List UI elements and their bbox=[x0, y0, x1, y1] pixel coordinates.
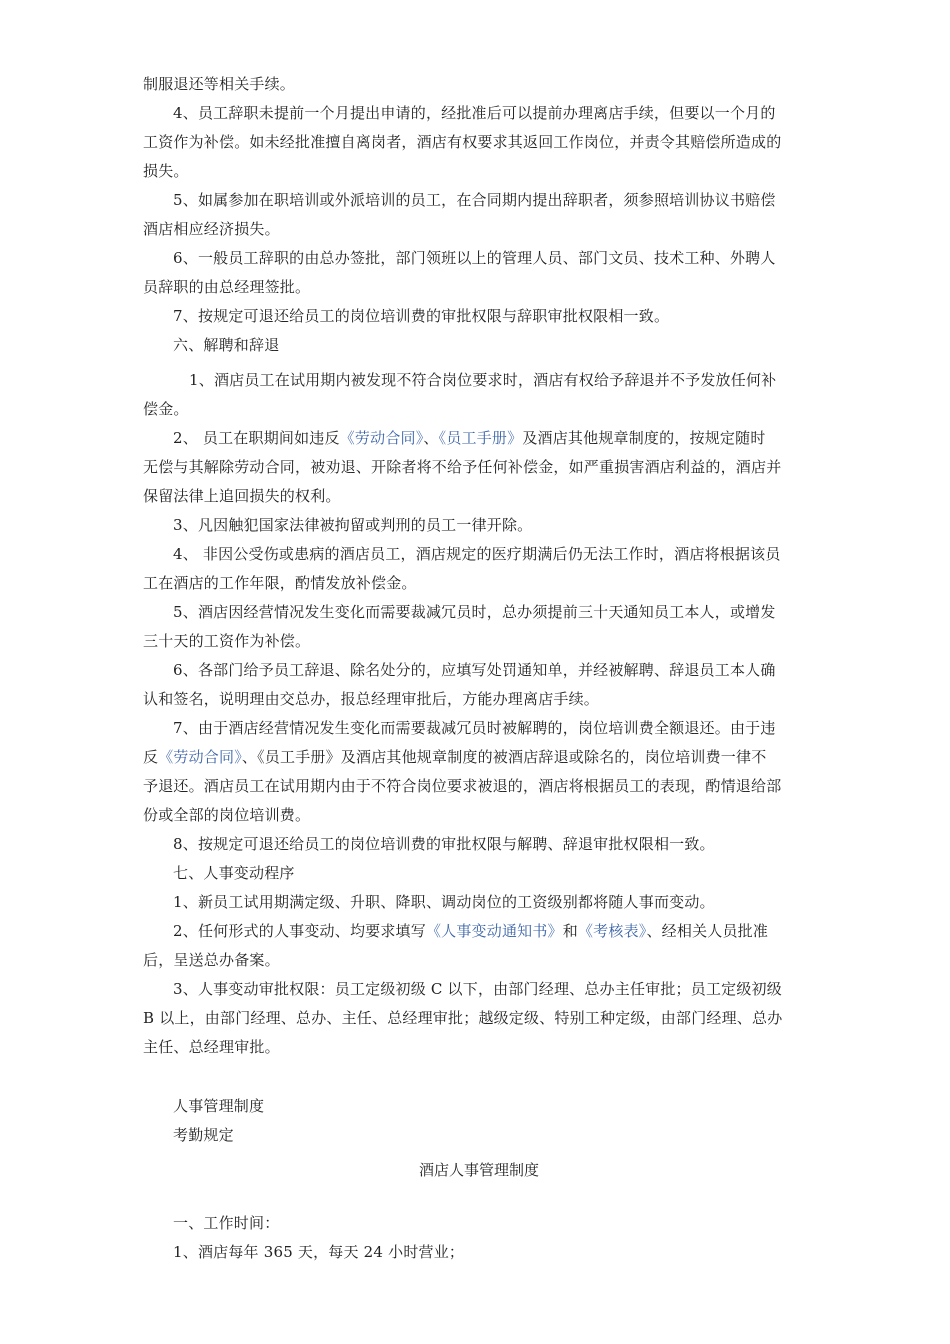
paragraph-line: 主任、总经理审批。 bbox=[143, 1038, 280, 1056]
paragraph-line: 4、员工辞职未提前一个月提出申请的，经批准后可以提前办理离店手续，但要以一个月的 bbox=[173, 104, 776, 122]
text-run: 及酒店其他规章制度的，按规定随时 bbox=[522, 429, 766, 447]
paragraph-line: 份或全部的岗位培训费。 bbox=[143, 806, 311, 824]
paragraph-line bbox=[173, 424, 766, 453]
paragraph-line: 4、 非因公受伤或患病的酒店员工，酒店规定的医疗期满后仍无法工作时，酒店将根据该员 bbox=[173, 545, 781, 563]
section-heading: 一、工作时间： bbox=[173, 1214, 280, 1232]
paragraph-line: 工资作为补偿。如未经批准擅自离岗者，酒店有权要求其返回工作岗位，并责令其赔偿所造成的 bbox=[143, 133, 782, 151]
paragraph-line: 保留法律上追回损失的权利。 bbox=[143, 487, 341, 505]
subheading: 考勤规定 bbox=[173, 1126, 234, 1144]
paragraph-line: 酒店相应经济损失。 bbox=[143, 220, 280, 238]
document-title: 酒店人事管理制度 bbox=[418, 1161, 539, 1179]
section-heading: 七、人事变动程序 bbox=[173, 864, 295, 882]
paragraph-line: B 以上，由部门经理、总办、主任、总经理审批；越级定级、特别工种定级，由部门经理、总办 bbox=[143, 1009, 783, 1027]
paragraph-line bbox=[143, 743, 766, 772]
document-link[interactable]: 《劳动合同》 bbox=[339, 429, 424, 447]
paragraph-line: 1、酒店员工在试用期内被发现不符合岗位要求时，酒店有权给予辞退并不予发放任何补 bbox=[189, 371, 777, 389]
paragraph-line: 5、酒店因经营情况发生变化而需要裁减冗员时，总办须提前三十天通知员工本人，或增发 bbox=[173, 603, 776, 621]
document-link[interactable]: 《劳动合同》 bbox=[158, 748, 242, 766]
paragraph-line: 损失。 bbox=[143, 162, 189, 180]
paragraph-line: 无偿与其解除劳动合同，被劝退、开除者将不给予任何补偿金，如严重损害酒店利益的，酒店并 bbox=[143, 458, 782, 476]
paragraph-line: 偿金。 bbox=[143, 400, 189, 418]
paragraph-line: 工在酒店的工作年限，酌情发放补偿金。 bbox=[143, 574, 417, 592]
text-run: 2、 员工在职期间如违反 bbox=[173, 429, 340, 447]
document-link[interactable]: 《员工手册》 bbox=[438, 429, 523, 447]
paragraph-line: 制服退还等相关手续。 bbox=[143, 75, 296, 93]
text-run: 和 bbox=[562, 922, 578, 940]
text-run: 、经相关人员批准 bbox=[646, 922, 769, 940]
paragraph-line: 5、如属参加在职培训或外派培训的员工，在合同期内提出辞职者，须参照培训协议书赔偿 bbox=[173, 191, 776, 209]
paragraph-line: 予退还。酒店员工在试用期内由于不符合岗位要求被退的，酒店将根据员工的表现，酌情退给部 bbox=[143, 777, 782, 795]
text-run: 、《员工手册》及酒店其他规章制度的被酒店辞退或除名的，岗位培训费一律不 bbox=[241, 748, 767, 766]
paragraph-line: 1、酒店每年 365 天，每天 24 小时营业； bbox=[173, 1243, 465, 1261]
paragraph-line: 6、各部门给予员工辞退、除名处分的，应填写处罚通知单，并经被解聘、辞退员工本人确 bbox=[173, 661, 776, 679]
paragraph-line: 8、按规定可退还给员工的岗位培训费的审批权限与解聘、辞退审批权限相一致。 bbox=[173, 835, 715, 853]
paragraph-line: 认和签名，说明理由交总办，报总经理审批后，方能办理离店手续。 bbox=[143, 690, 600, 708]
text-run: 、 bbox=[423, 429, 439, 447]
paragraph-line: 员辞职的由总经理签批。 bbox=[143, 278, 311, 296]
section-heading: 六、解聘和辞退 bbox=[173, 336, 280, 354]
document-link[interactable]: 《人事变动通知书》 bbox=[425, 922, 563, 940]
text-run: 2、任何形式的人事变动、均要求填写 bbox=[173, 922, 426, 940]
paragraph-line: 7、按规定可退还给员工的岗位培训费的审批权限与辞职审批权限相一致。 bbox=[173, 307, 670, 325]
subheading: 人事管理制度 bbox=[173, 1097, 265, 1115]
text-run: 反 bbox=[143, 748, 159, 766]
paragraph-line bbox=[173, 917, 768, 946]
paragraph-line: 1、新员工试用期满定级、升职、降职、调动岗位的工资级别都将随人事而变动。 bbox=[173, 893, 715, 911]
paragraph-line: 3、凡因触犯国家法律被拘留或判刑的员工一律开除。 bbox=[173, 516, 533, 534]
paragraph-line: 三十天的工资作为补偿。 bbox=[143, 632, 311, 650]
paragraph-line: 后，呈送总办备案。 bbox=[143, 951, 280, 969]
document-link[interactable]: 《考核表》 bbox=[577, 922, 647, 940]
paragraph-line: 6、一般员工辞职的由总办签批，部门领班以上的管理人员、部门文员、技术工种、外聘人 bbox=[173, 249, 776, 267]
paragraph-line: 7、由于酒店经营情况发生变化而需要裁减冗员时被解聘的，岗位培训费全额退还。由于违 bbox=[173, 719, 776, 737]
paragraph-line: 3、人事变动审批权限：员工定级初级 C 以下，由部门经理、总办主任审批；员工定级初级 bbox=[173, 980, 782, 998]
